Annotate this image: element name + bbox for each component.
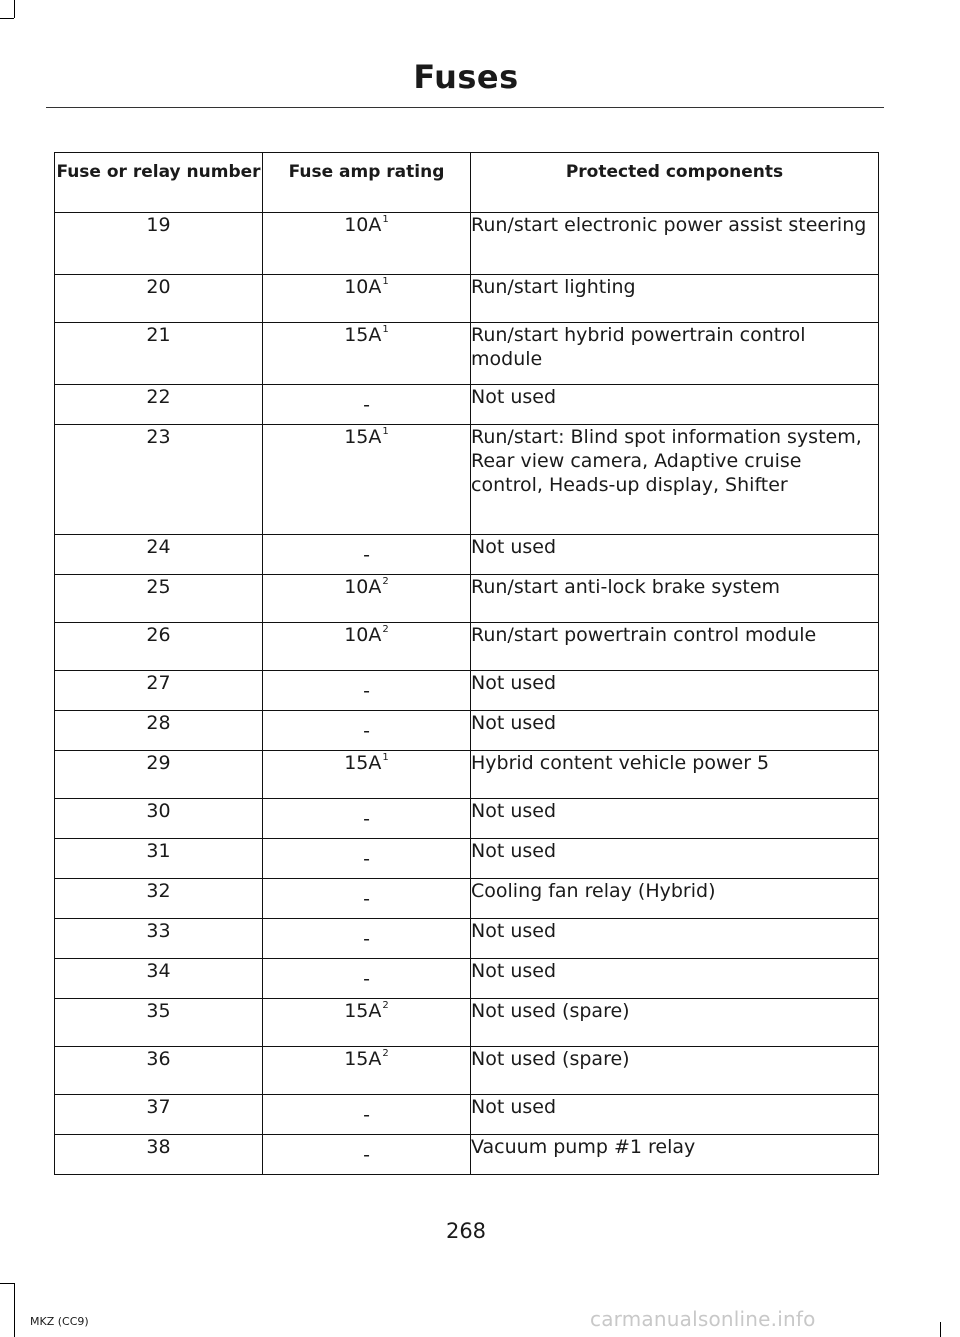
protected-component-cell: Run/start anti-lock brake system	[471, 575, 879, 623]
footnote-marker: 1	[382, 213, 389, 225]
footnote-marker: 2	[382, 1047, 389, 1059]
table-row	[55, 879, 879, 919]
fuse-number-cell: 29	[55, 751, 263, 799]
table-row	[55, 1095, 879, 1135]
fuse-number-cell: 26	[55, 623, 263, 671]
protected-component-cell: Not used	[471, 959, 879, 999]
amp-rating-value: -	[363, 848, 370, 870]
table-row	[55, 1135, 879, 1175]
protected-component-cell: Not used	[471, 799, 879, 839]
protected-component-cell: Not used (spare)	[471, 1047, 879, 1095]
amp-rating-cell	[263, 839, 471, 879]
amp-rating-cell	[263, 1095, 471, 1135]
amp-rating-value: -	[363, 928, 370, 950]
protected-component-cell: Not used	[471, 535, 879, 575]
table-row	[55, 623, 879, 671]
watermark: carmanualsonline.info	[590, 1307, 816, 1331]
amp-rating-value: 15A	[344, 752, 382, 774]
fuse-number-cell: 28	[55, 711, 263, 751]
fuse-table	[54, 152, 879, 1175]
table-row	[55, 323, 879, 385]
amp-rating-cell	[263, 623, 471, 671]
crop-mark	[0, 1283, 14, 1284]
table-row	[55, 919, 879, 959]
amp-rating-value: -	[363, 1144, 370, 1166]
amp-rating-cell	[263, 799, 471, 839]
amp-rating-cell	[263, 213, 471, 275]
table-row	[55, 575, 879, 623]
crop-mark	[14, 1283, 15, 1337]
table-header-row	[55, 153, 879, 213]
fuse-table-body	[55, 213, 879, 1175]
fuse-number-cell: 34	[55, 959, 263, 999]
fuse-number-cell: 20	[55, 275, 263, 323]
fuse-number-cell: 38	[55, 1135, 263, 1175]
table-row	[55, 751, 879, 799]
amp-rating-cell	[263, 919, 471, 959]
footnote-marker: 1	[382, 425, 389, 437]
amp-rating-cell	[263, 323, 471, 385]
protected-component-cell: Cooling fan relay (Hybrid)	[471, 879, 879, 919]
amp-rating-cell	[263, 535, 471, 575]
protected-component-cell: Run/start: Blind spot information system, Rear view camera, Adaptive cruise control, Heads-up display, Shifter	[471, 425, 879, 535]
footnote-marker: 1	[382, 751, 389, 763]
amp-rating-value: 15A	[344, 324, 382, 346]
amp-rating-value: -	[363, 394, 370, 416]
amp-rating-value: 10A	[344, 276, 382, 298]
table-row	[55, 671, 879, 711]
amp-rating-cell	[263, 425, 471, 535]
table-row	[55, 799, 879, 839]
table-row	[55, 711, 879, 751]
fuse-number-cell: 27	[55, 671, 263, 711]
amp-rating-value: 15A	[344, 426, 382, 448]
amp-rating-value: 10A	[344, 576, 382, 598]
amp-rating-cell	[263, 711, 471, 751]
fuse-number-cell: 25	[55, 575, 263, 623]
protected-component-cell: Run/start powertrain control module	[471, 623, 879, 671]
fuse-number-cell: 37	[55, 1095, 263, 1135]
table-row	[55, 1047, 879, 1095]
table-row	[55, 275, 879, 323]
fuse-number-cell: 36	[55, 1047, 263, 1095]
table-row	[55, 959, 879, 999]
amp-rating-cell	[263, 1135, 471, 1175]
amp-rating-value: 10A	[344, 624, 382, 646]
column-header-fuse-number: Fuse or relay number	[55, 153, 263, 213]
fuse-number-cell: 30	[55, 799, 263, 839]
amp-rating-cell	[263, 275, 471, 323]
amp-rating-value: -	[363, 888, 370, 910]
page-number: 268	[445, 1219, 487, 1243]
fuse-number-cell: 32	[55, 879, 263, 919]
amp-rating-value: -	[363, 1104, 370, 1126]
amp-rating-value: -	[363, 720, 370, 742]
fuse-number-cell: 19	[55, 213, 263, 275]
protected-component-cell: Not used	[471, 385, 879, 425]
amp-rating-value: 15A	[344, 1048, 382, 1070]
amp-rating-value: 15A	[344, 1000, 382, 1022]
protected-component-cell: Not used	[471, 711, 879, 751]
header-rule	[46, 107, 884, 108]
protected-component-cell: Not used	[471, 919, 879, 959]
crop-mark	[14, 0, 15, 18]
table-row	[55, 385, 879, 425]
amp-rating-value: -	[363, 968, 370, 990]
footnote-marker: 2	[382, 623, 389, 635]
amp-rating-cell	[263, 385, 471, 425]
amp-rating-cell	[263, 879, 471, 919]
protected-component-cell: Not used	[471, 1095, 879, 1135]
amp-rating-value: -	[363, 680, 370, 702]
table-row	[55, 535, 879, 575]
fuse-number-cell: 22	[55, 385, 263, 425]
amp-rating-value: 10A	[344, 214, 382, 236]
fuse-number-cell: 35	[55, 999, 263, 1047]
amp-rating-cell	[263, 751, 471, 799]
amp-rating-cell	[263, 1047, 471, 1095]
footnote-marker: 1	[382, 323, 389, 335]
protected-component-cell: Run/start hybrid powertrain control module	[471, 323, 879, 385]
page-title: Fuses	[413, 58, 519, 96]
table-row	[55, 425, 879, 535]
protected-component-cell: Run/start lighting	[471, 275, 879, 323]
crop-mark	[0, 18, 14, 19]
amp-rating-cell	[263, 959, 471, 999]
protected-component-cell: Not used (spare)	[471, 999, 879, 1047]
table-row	[55, 213, 879, 275]
model-code: MKZ (CC9)	[30, 1315, 89, 1328]
crop-mark	[940, 1322, 941, 1337]
protected-component-cell: Run/start electronic power assist steering	[471, 213, 879, 275]
footnote-marker: 2	[382, 575, 389, 587]
column-header-protected-components: Protected components	[471, 153, 879, 213]
amp-rating-cell	[263, 575, 471, 623]
protected-component-cell: Not used	[471, 839, 879, 879]
fuse-number-cell: 31	[55, 839, 263, 879]
protected-component-cell: Hybrid content vehicle power 5	[471, 751, 879, 799]
table-row	[55, 839, 879, 879]
column-header-amp-rating: Fuse amp rating	[263, 153, 471, 213]
fuse-number-cell: 23	[55, 425, 263, 535]
amp-rating-value: -	[363, 808, 370, 830]
amp-rating-cell	[263, 999, 471, 1047]
amp-rating-cell	[263, 671, 471, 711]
footnote-marker: 2	[382, 999, 389, 1011]
protected-component-cell: Vacuum pump #1 relay	[471, 1135, 879, 1175]
amp-rating-value: -	[363, 544, 370, 566]
fuse-number-cell: 33	[55, 919, 263, 959]
fuse-number-cell: 21	[55, 323, 263, 385]
protected-component-cell: Not used	[471, 671, 879, 711]
footnote-marker: 1	[382, 275, 389, 287]
fuse-number-cell: 24	[55, 535, 263, 575]
table-row	[55, 999, 879, 1047]
